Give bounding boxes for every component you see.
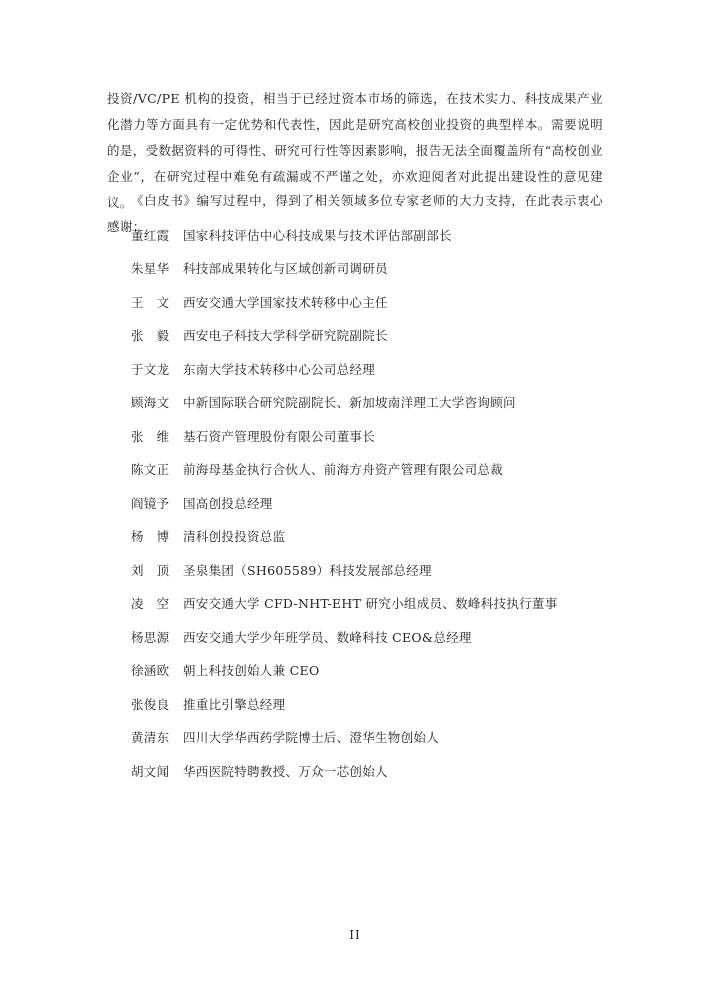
contributor-role: 清科创投投资总监 <box>183 529 286 545</box>
contributor-name: 张 维 <box>131 428 170 444</box>
contributor-row <box>131 386 558 420</box>
contributor-row <box>131 352 558 386</box>
contributor-name: 阎镜予 <box>131 495 170 511</box>
contributor-role: 国家科技评估中心科技成果与技术评估部副部长 <box>183 227 452 243</box>
contributor-row <box>131 419 558 453</box>
contributor-role: 国高创投总经理 <box>183 495 273 511</box>
contributor-role: 科技部成果转化与区域创新司调研员 <box>183 261 388 277</box>
acknowledgement-paragraph: 《白皮书》编写过程中，得到了相关领域多位专家老师的大力支持，在此表示衷心感谢： <box>107 193 603 234</box>
page-number: II <box>349 928 361 942</box>
contributor-role: 前海母基金执行合伙人、前海方舟资产管理有限公司总裁 <box>183 462 504 478</box>
contributor-name: 黄清东 <box>131 730 170 746</box>
contributor-role: 四川大学华西药学院博士后、澄华生物创始人 <box>183 730 440 746</box>
contributor-row <box>131 754 558 788</box>
contributor-role: 推重比引擎总经理 <box>183 696 286 712</box>
contributor-name: 杨思源 <box>131 629 170 645</box>
contributor-row <box>131 453 558 487</box>
contributor-role: 西安交通大学少年班学员、数峰科技 CEO&总经理 <box>183 629 472 645</box>
contributor-name: 杨 博 <box>131 529 170 545</box>
contributor-role: 朝上科技创始人兼 CEO <box>183 663 320 679</box>
contributor-role: 西安交通大学国家技术转移中心主任 <box>183 294 388 310</box>
contributor-row <box>131 587 558 621</box>
contributor-role: 东南大学技术转移中心公司总经理 <box>183 361 376 377</box>
contributor-row <box>131 687 558 721</box>
intro-paragraph: 投资/VC/PE 机构的投资，相当于已经过资本市场的筛选，在技术实力、科技成果产业化潜力等方面具有一定优势和代表性，因此是研究高校创业投资的典型样本。需要说明的是，受数据资料的可得性、研究可行性等因素影响，报告无法全面覆盖所有“高校创业企业”，在研究过程中难免有疏漏或不严谨之处，亦欢迎阅者对此提出建设性的意见建议。 <box>107 91 603 210</box>
contributor-role: 中新国际联合研究院副院长、新加坡南洋理工大学咨询顾问 <box>183 395 516 411</box>
contributor-row <box>131 252 558 286</box>
contributor-row <box>131 620 558 654</box>
contributor-name: 陈文正 <box>131 462 170 478</box>
contributor-name: 凌 空 <box>131 596 170 612</box>
contributor-name: 王 文 <box>131 294 170 310</box>
contributor-role: 西安交通大学 CFD-NHT-EHT 研究小组成员、数峰科技执行董事 <box>183 596 558 612</box>
contributor-name: 刘 顶 <box>131 562 170 578</box>
contributor-role: 华西医院特聘教授、万众一芯创始人 <box>183 763 388 779</box>
contributor-name: 张 毅 <box>131 328 170 344</box>
contributor-row <box>131 486 558 520</box>
contributor-row <box>131 285 558 319</box>
contributor-row <box>131 319 558 353</box>
contributor-role: 基石资产管理股份有限公司董事长 <box>183 428 376 444</box>
contributor-role: 西安电子科技大学科学研究院副院长 <box>183 328 388 344</box>
contributor-row <box>131 721 558 755</box>
contributor-role: 圣泉集团（SH605589）科技发展部总经理 <box>183 562 432 578</box>
contributor-row <box>131 553 558 587</box>
contributor-name: 于文龙 <box>131 361 170 377</box>
contributor-name: 顾海文 <box>131 395 170 411</box>
contributor-name: 董红霞 <box>131 227 170 243</box>
contributor-name: 张俊良 <box>131 696 170 712</box>
contributor-list <box>131 218 558 788</box>
contributor-name: 朱星华 <box>131 261 170 277</box>
contributor-row <box>131 654 558 688</box>
contributor-row <box>131 520 558 554</box>
contributor-row <box>131 218 558 252</box>
contributor-name: 胡文闻 <box>131 763 170 779</box>
contributor-name: 徐涵欧 <box>131 663 170 679</box>
